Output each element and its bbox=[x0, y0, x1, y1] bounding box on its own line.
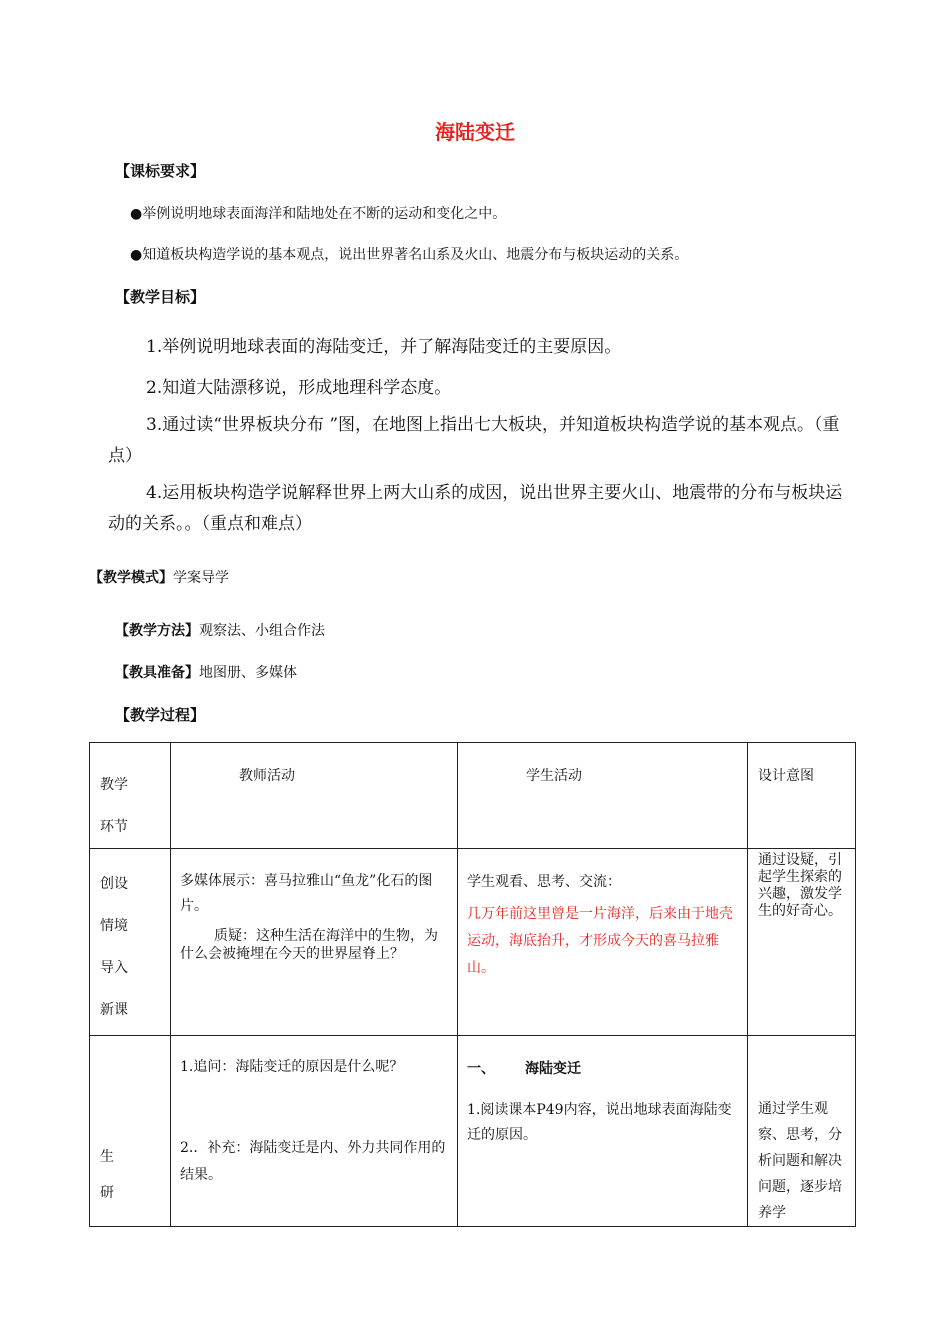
objectives-heading: 【教学目标】 bbox=[115, 288, 206, 306]
stage-text: 研 bbox=[100, 1185, 114, 1201]
header-teacher-label: 教师活动 bbox=[239, 768, 295, 784]
student-cell bbox=[458, 1036, 748, 1227]
stage-cell bbox=[90, 1036, 171, 1227]
teaching-mode bbox=[89, 567, 229, 587]
student-item: 1.阅读课本P49内容，说出地球表面海陆变迁的原因。 bbox=[467, 1102, 732, 1143]
header-stage bbox=[90, 743, 171, 849]
teacher-question: 质疑：这种生活在海洋中的生物，为什么会被掩埋在今天的世界屋脊上？ bbox=[180, 928, 438, 962]
header-stage-line: 环节 bbox=[100, 819, 128, 835]
table-row bbox=[90, 1036, 856, 1227]
stage-text: 新课 bbox=[100, 1002, 128, 1018]
teacher-item: 2.．补充：海陆变迁是内、外力共同作用的结果。 bbox=[180, 1140, 446, 1183]
header-intent bbox=[748, 743, 856, 849]
objective-item: 3.通过读“世界板块分布 ”图，在地图上指出七大板块，并知道板块构造学说的基本观点。（重点） bbox=[108, 415, 840, 466]
stage-text: 导入 bbox=[100, 960, 128, 976]
objective-item: 1.举例说明地球表面的海陆变迁，并了解海陆变迁的主要原因。 bbox=[146, 337, 622, 357]
teaching-tools-value: 地图册、多媒体 bbox=[199, 665, 297, 681]
teaching-mode-value: 学案导学 bbox=[173, 570, 229, 586]
teaching-mode-label: 【教学模式】 bbox=[89, 570, 173, 586]
objective-item: 2.知道大陆漂移说，形成地理科学态度。 bbox=[146, 378, 452, 398]
teaching-method-value: 观察法、小组合作法 bbox=[199, 623, 325, 639]
header-stage-line: 教学 bbox=[100, 777, 128, 793]
student-heading bbox=[458, 1036, 747, 1078]
stage-text: 创设 bbox=[100, 876, 128, 892]
stage-cell bbox=[90, 849, 171, 1036]
header-student bbox=[458, 743, 748, 849]
intent-text: 通过学生观察、思考，分析问题和解决问题，逐步培养学 bbox=[758, 1101, 842, 1221]
page-title: 海陆变迁 bbox=[435, 120, 515, 144]
header-teacher bbox=[171, 743, 458, 849]
teacher-cell bbox=[171, 1036, 458, 1227]
curriculum-item: ●举例说明地球表面海洋和陆地处在不断的运动和变化之中。 bbox=[130, 206, 507, 222]
teacher-show: 多媒体展示：喜马拉雅山“鱼龙”化石的图片。 bbox=[180, 873, 433, 914]
table-header-row bbox=[90, 743, 856, 849]
teaching-method bbox=[115, 620, 325, 640]
teaching-method-label: 【教学方法】 bbox=[115, 623, 199, 639]
curriculum-heading: 【课标要求】 bbox=[115, 162, 206, 180]
intent-cell bbox=[748, 1036, 856, 1227]
student-heading-number: 一、 bbox=[467, 1061, 495, 1077]
process-heading: 【教学过程】 bbox=[115, 706, 206, 724]
objective-item: 4.运用板块构造学说解释世界上两大山系的成因，说出世界主要火山、地震带的分布与板块运动的关系。。（重点和难点） bbox=[108, 483, 843, 534]
intent-text: 通过设疑，引起学生探索的兴趣，激发学生的好奇心。 bbox=[758, 852, 842, 919]
teacher-item: 1.追问：海陆变迁的原因是什么呢？ bbox=[180, 1059, 404, 1075]
curriculum-item: ●知道板块构造学说的基本观点，说出世界著名山系及火山、地震分布与板块运动的关系。 bbox=[130, 247, 689, 263]
student-answer: 几万年前这里曾是一片海洋，后来由于地壳运动，海底抬升，才形成今天的喜马拉雅山。 bbox=[467, 906, 733, 976]
student-intro: 学生观看、思考、交流： bbox=[467, 874, 621, 890]
teacher-cell bbox=[171, 849, 458, 1036]
header-student-label: 学生活动 bbox=[526, 768, 582, 784]
teaching-tools-label: 【教具准备】 bbox=[115, 665, 199, 681]
process-table bbox=[89, 742, 856, 1227]
header-intent-label: 设计意图 bbox=[758, 768, 814, 784]
intent-cell bbox=[748, 849, 856, 1036]
stage-text: 生 bbox=[100, 1149, 114, 1165]
student-cell bbox=[458, 849, 748, 1036]
table-row bbox=[90, 849, 856, 1036]
stage-text: 情境 bbox=[100, 918, 128, 934]
student-heading-text: 海陆变迁 bbox=[525, 1061, 581, 1077]
teaching-tools bbox=[115, 662, 297, 682]
